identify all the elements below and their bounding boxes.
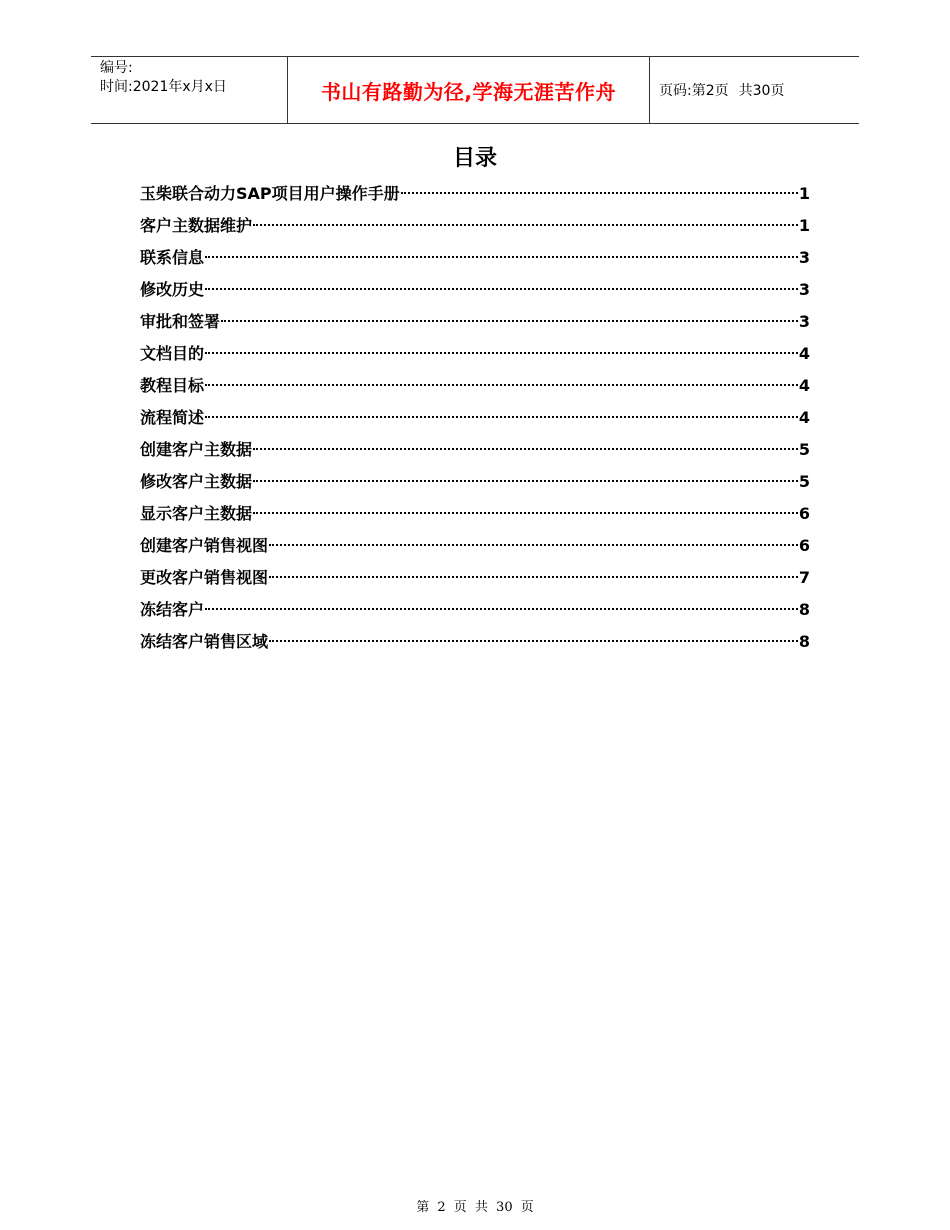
toc-dot-leader bbox=[269, 544, 798, 546]
toc-entry[interactable] bbox=[140, 274, 810, 306]
toc-entry[interactable] bbox=[140, 530, 810, 562]
page-footer: 第 2 页 共 30 页 bbox=[416, 1200, 534, 1215]
toc-entry[interactable] bbox=[140, 594, 810, 626]
toc-dot-leader bbox=[401, 192, 798, 194]
toc-entry-page: 1 bbox=[798, 184, 810, 203]
toc-title: 目录 bbox=[452, 146, 497, 171]
toc-entry-title: 联系信息 bbox=[140, 248, 205, 267]
toc-entry-title: 玉柴联合动力SAP项目用户操作手册 bbox=[140, 184, 400, 203]
toc-entry-title: 审批和签署 bbox=[140, 312, 221, 331]
toc-entry[interactable] bbox=[140, 210, 810, 242]
toc-entry-page: 3 bbox=[798, 280, 810, 299]
toc-dot-leader bbox=[269, 640, 798, 642]
toc-entry-page: 4 bbox=[798, 408, 810, 427]
toc-dot-leader bbox=[205, 416, 798, 418]
toc-entry[interactable] bbox=[140, 242, 810, 274]
document-time-label: 时间:2021年x月x日 bbox=[100, 79, 227, 95]
toc-entry-page: 8 bbox=[798, 632, 810, 651]
toc-entry-page: 8 bbox=[798, 600, 810, 619]
document-number-label: 编号: bbox=[100, 60, 133, 76]
header-meta bbox=[91, 57, 287, 123]
toc-entry[interactable] bbox=[140, 626, 810, 658]
toc-entry[interactable] bbox=[140, 434, 810, 466]
header-page-total: 共30页 bbox=[738, 83, 785, 99]
toc-dot-leader bbox=[205, 352, 798, 354]
toc-entry-page: 5 bbox=[798, 472, 810, 491]
toc-dot-leader bbox=[253, 512, 798, 514]
toc-dot-leader bbox=[253, 224, 798, 226]
toc-entry[interactable] bbox=[140, 370, 810, 402]
toc-entry-title: 显示客户主数据 bbox=[140, 504, 253, 523]
toc-entry-page: 1 bbox=[798, 216, 810, 235]
header-page-info bbox=[650, 57, 859, 123]
toc-dot-leader bbox=[205, 384, 798, 386]
header-page-number: 页码:第2页 bbox=[659, 83, 729, 99]
table-of-contents bbox=[140, 178, 810, 658]
toc-entry[interactable] bbox=[140, 466, 810, 498]
toc-entry[interactable] bbox=[140, 338, 810, 370]
toc-entry-page: 4 bbox=[798, 376, 810, 395]
toc-dot-leader bbox=[221, 320, 798, 322]
toc-entry-page: 5 bbox=[798, 440, 810, 459]
toc-dot-leader bbox=[205, 608, 798, 610]
toc-entry-title: 修改客户主数据 bbox=[140, 472, 253, 491]
toc-entry-page: 6 bbox=[798, 504, 810, 523]
toc-entry-title: 更改客户销售视图 bbox=[140, 568, 269, 587]
toc-entry-title: 创建客户销售视图 bbox=[140, 536, 269, 555]
header-motto: 书山有路勤为径,学海无涯苦作舟 bbox=[287, 57, 650, 123]
toc-dot-leader bbox=[205, 288, 798, 290]
toc-entry-title: 创建客户主数据 bbox=[140, 440, 253, 459]
toc-entry-title: 文档目的 bbox=[140, 344, 205, 363]
toc-entry[interactable] bbox=[140, 306, 810, 338]
toc-entry-title: 流程简述 bbox=[140, 408, 205, 427]
toc-entry-title: 教程目标 bbox=[140, 376, 205, 395]
toc-entry[interactable] bbox=[140, 562, 810, 594]
toc-entry-page: 4 bbox=[798, 344, 810, 363]
toc-dot-leader bbox=[253, 448, 798, 450]
toc-entry[interactable] bbox=[140, 402, 810, 434]
toc-entry-page: 7 bbox=[798, 568, 810, 587]
page-header bbox=[91, 56, 859, 124]
toc-dot-leader bbox=[269, 576, 798, 578]
toc-entry-page: 3 bbox=[798, 312, 810, 331]
toc-entry-title: 冻结客户销售区域 bbox=[140, 632, 269, 651]
toc-entry[interactable] bbox=[140, 178, 810, 210]
toc-entry-title: 客户主数据维护 bbox=[140, 216, 253, 235]
toc-dot-leader bbox=[205, 256, 798, 258]
toc-entry-title: 修改历史 bbox=[140, 280, 205, 299]
toc-entry-page: 3 bbox=[798, 248, 810, 267]
toc-entry-title: 冻结客户 bbox=[140, 600, 205, 619]
toc-dot-leader bbox=[253, 480, 798, 482]
toc-entry-page: 6 bbox=[798, 536, 810, 555]
toc-entry[interactable] bbox=[140, 498, 810, 530]
